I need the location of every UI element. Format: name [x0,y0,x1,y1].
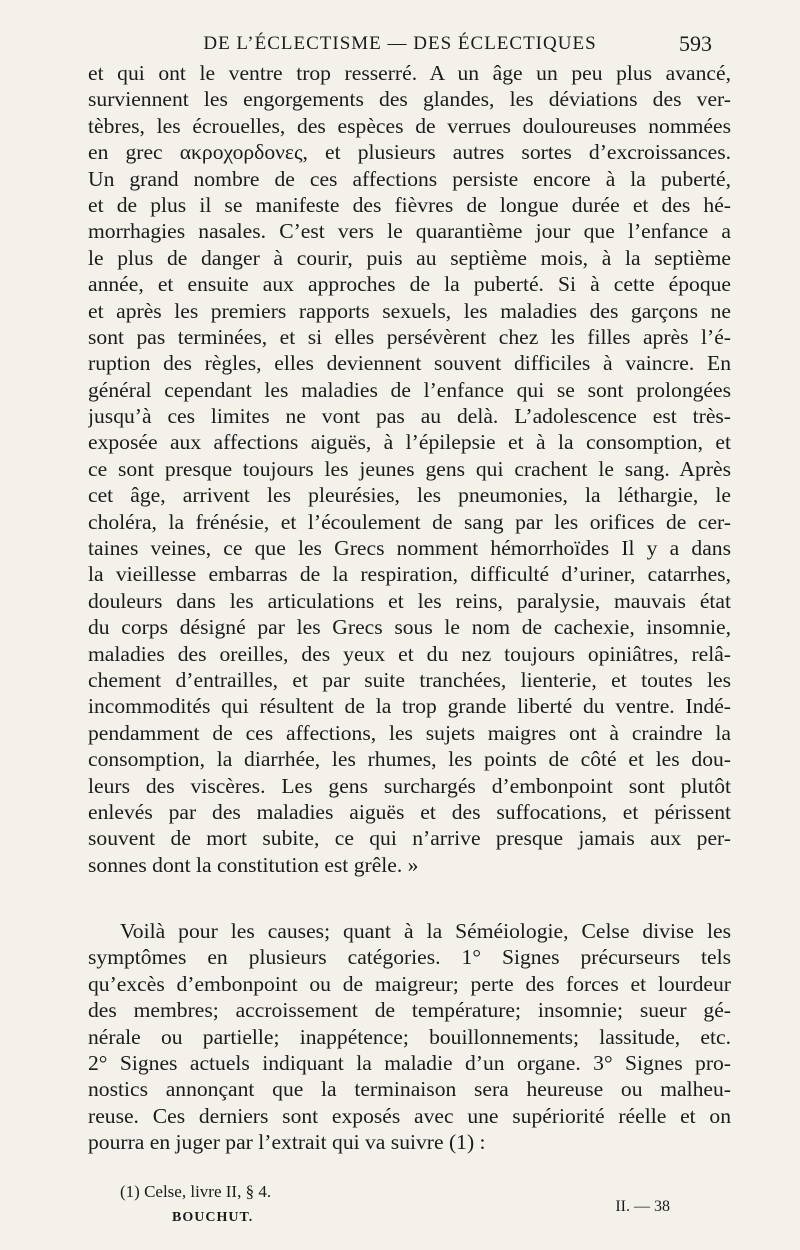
text-line: ruption des règles, elles deviennent souvent difficiles à vaincre. En [88,351,731,376]
text-line: des membres; accroissement de température; insomnie; sueur gé- [88,998,731,1023]
text-line: en grec ακροχορδονες, et plusieurs autres sortes d’excroissances. [88,140,731,165]
text-line: général cependant les maladies de l’enfance qui se sont prolongées [88,377,731,402]
page-number: 593 [679,31,712,56]
text-line: et qui ont le ventre trop resserré. A un âge un peu plus avancé, [88,61,731,85]
text-line: Voilà pour les causes; quant à la Séméiologie, Celse divise les [120,919,731,943]
sheet-mark: II. — 38 [615,1198,670,1215]
text-line: surviennent les engorgements des glandes, les déviations des ver- [88,87,731,112]
text-line: symptômes en plusieurs catégories. 1° Signes précurseurs tels [88,945,731,970]
text-line: reuse. Ces derniers sont exposés avec une supériorité réelle et on [88,1103,731,1128]
page-header [88,28,712,60]
paragraph-1 [88,60,731,878]
text-line: le plus de danger à courir, puis au septième mois, à la septième [88,245,731,270]
text-line: chement d’entrailles, et par suite tranchées, lienterie, et toutes les [88,667,731,692]
text-line: consomption, la diarrhée, les rhumes, les points de côté et les dou- [88,747,731,772]
text-line: incommodités qui résultent de la trop grande liberté du ventre. Indé- [88,694,731,719]
text-line: souvent de mort subite, ce qui n’arrive presque jamais aux per- [88,826,731,851]
text-line: sonnes dont la constitution est grêle. » [88,852,419,877]
text-line: exposée aux affections aiguës, à l’épilepsie et à la consomption, et [88,430,731,455]
text-line: morrhagies nasales. C’est vers le quarantième jour que l’enfance a [88,219,731,244]
text-line: et après les premiers rapports sexuels, les maladies des garçons ne [88,298,731,323]
text-line: sont pas terminées, et si elles persévèrent chez les filles après l’é- [88,324,731,349]
text-line: 2° Signes actuels indiquant la maladie d’un organe. 3° Signes pro- [88,1050,731,1075]
paragraph-2 [88,918,731,1156]
text-line: jusqu’à ces limites ne vont pas au delà. L’adolescence est très- [88,404,731,429]
text-line: leurs des viscères. Les gens surchargés d’embonpoint sont plutôt [88,773,731,798]
text-line: nérale ou partielle; inappétence; bouillonnements; lassitude, etc. [88,1024,731,1049]
text-line: pendamment de ces affections, les sujets maigres ont à craindre la [88,720,731,745]
text-line: nostics annonçant que la terminaison sera heureuse ou malheu- [88,1077,731,1102]
text-line: tèbres, les écrouelles, des espèces de verrues douloureuses nommées [88,113,731,138]
text-line: du corps désigné par les Grecs sous le nom de cachexie, insomnie, [88,615,731,640]
printer-signature: BOUCHUT. [172,1210,254,1225]
text-line: ce sont presque toujours les jeunes gens qui crachent le sang. Après [88,456,731,481]
text-line: Un grand nombre de ces affections persiste encore à la puberté, [88,166,731,191]
text-line: qu’excès d’embonpoint ou de maigreur; perte des forces et lourdeur [88,971,731,996]
text-line: taines veines, ce que les Grecs nomment hémorrhoïdes Il y a dans [88,536,731,561]
text-line: choléra, la frénésie, et l’écoulement de sang par les orifices de cer- [88,509,731,534]
running-title: DE L’ÉCLECTISME — DES ÉCLECTIQUES [203,33,597,54]
footnote: (1) Celse, livre II, § 4. [120,1182,272,1201]
text-line: année, et ensuite aux approches de la puberté. Si à cette époque [88,272,731,297]
text-line: maladies des oreilles, des yeux et du nez toujours opiniâtres, relâ- [88,641,731,666]
text-line: douleurs dans les articulations et les reins, paralysie, mauvais état [88,588,731,613]
text-line: enlevés par des maladies aiguës et des suffocations, et périssent [88,799,731,824]
text-line: pourra en juger par l’extrait qui va suivre (1) : [88,1130,486,1155]
text-line: et de plus il se manifeste des fièvres de longue durée et des hé- [88,192,731,217]
text-line: la vieillesse embarras de la respiration, difficulté d’uriner, catarrhes, [88,562,731,587]
text-line: cet âge, arrivent les pleurésies, les pneumonies, la léthargie, le [88,483,731,508]
